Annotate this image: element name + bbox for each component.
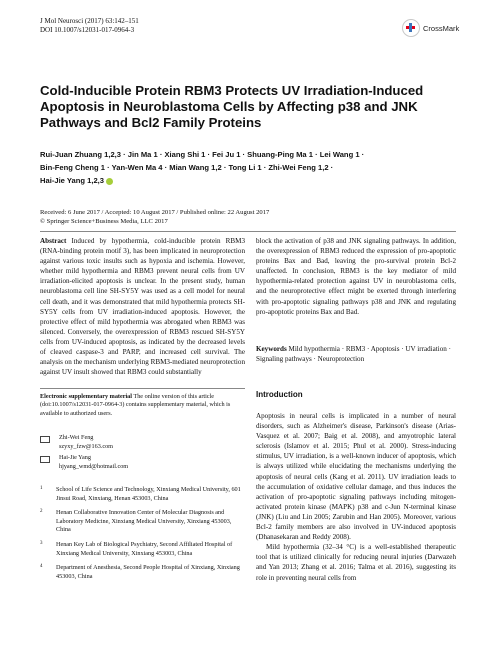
journal-citation (40, 17, 139, 35)
section-heading: Introduction (256, 390, 303, 399)
affiliation-text: Department of Anesthesia, Second People Hospital of Xinxiang, Xinxiang 453003, China (56, 564, 240, 580)
keywords-label: Keywords (256, 345, 287, 353)
esm-label: Electronic supplementary material (40, 393, 132, 400)
author-line: Bin-Feng Cheng 1 · Yan-Wen Ma 4 · Mian Wang 1,2 · Tong Li 1 · Zhi-Wei Feng 1,2 · (40, 163, 334, 172)
affiliation-number: 1 (40, 486, 43, 491)
contact-item (40, 454, 128, 471)
contact-email[interactable]: szyxy_fzw@163.com (59, 442, 113, 450)
abstract-right-column: block the activation of p38 and JNK signaling pathways. In addition, the overexpression of RBM3 reduced the expression of pro-apoptotic proteins Bax and Bad, leaving the pro-survival protein Bcl-2 unaffected. In conclusion, RBM3 is the key mediator of mild hypothermia-related protection against UV in neuroblastoma cells, and the neuroprotective effect might be exerted through interfering with pro-apoptotic signaling pathways p38 and JNK and regulating pro-apoptotic proteins Bax and Bad. (256, 237, 456, 316)
article-dates (40, 209, 460, 226)
copyright: © Springer Science+Business Media, LLC 2017 (40, 217, 168, 225)
affiliation (40, 509, 245, 535)
envelope-icon (40, 456, 50, 463)
author-line: Rui-Juan Zhuang 1,2,3 · Jin Ma 1 · Xiang Shi 1 · Fei Ju 1 · Shuang-Ping Ma 1 · Lei Wang 1 · (40, 150, 365, 159)
abstract-text-left: Induced by hypothermia, cold-inducible protein RBM3 (RNA-binding protein motif 3), has been implicated in neuroprotection against various toxic insults such as hypoxia and ischemia. However, whether mild hypothermia and RBM3 prevent neural cells from UV irradiation-elicited apoptosis is unclear. In the present study, human neuroblastoma cell line SH-SY5Y was used as a cell model for neural cell death, and it was demonstrated that mild hypothermia protects SH-SY5Y cells from UV irradiation-induced apoptosis. However, the protective effect of mild hypothermia was abrogated when RBM3 was silenced. Conversely, the overexpression of RBM3 rescued SH-SY5Y cells from UV-induced apoptosis, as indicated by the decreased levels of cleaved caspase-3 and PARP, and increased cell survival. The analysis on the mechanism underlying RBM3-mediated neuroprotection against UV insult showed that RBM3 could substantially (40, 237, 245, 377)
crossmark-icon (402, 19, 420, 37)
affiliation-number: 4 (40, 564, 43, 569)
contact-email[interactable]: hjyang_wmd@hotmail.com (59, 462, 129, 470)
affiliation-text: School of Life Science and Technology, Xinxiang Medical University, 601 Jinsui Road, Xinxiang, Henan 453003, China (56, 486, 241, 502)
contact-name: Zhi-Wei Feng (59, 434, 94, 441)
contact-item (40, 434, 113, 451)
abstract-left-column (40, 236, 245, 377)
introduction-body (256, 411, 456, 583)
paragraph: Mild hypothermia (32–34 °C) is a well-established therapeutic tool that is utilized clinically for reducing neural injuries (Darwazeh and Yan 2013; Zhang et al. 2016; Talma et al. 2016), suggesting its role in preventing neural cells from (256, 543, 456, 582)
esm-text: The online version of this article (doi:10.1007/s12031-017-0964-3) contains supplementary material, which is available to authorized users. (40, 393, 231, 417)
orcid-icon[interactable] (106, 178, 113, 185)
divider (40, 388, 245, 389)
envelope-icon (40, 436, 50, 443)
received-dates: Received: 6 June 2017 / Accepted: 10 August 2017 / Published online: 22 August 2017 (40, 209, 270, 216)
author-line (40, 174, 410, 187)
affiliation-text: Henan Collaborative Innovation Center of Molecular Diagnosis and Laboratory Medicine, Xinxiang Medical University, Xinxiang 453003, China (56, 509, 232, 533)
paragraph: Apoptosis in neural cells is implicated in a number of neural disorders, such as Alzheimer's disease, Parkinson's disease (Arias-Vasquez et al. 2007; Baig et al. 2008), and amyotrophic lateral sclerosis (Islamov et al. 2015; Phul et al. 2000). Stress-inducing stimulus, UV irradiation, is a well-known inducer of apoptosis, which is always utilized while elucidating the mechanisms underlying the apoptosis of neural cells (Kang et al. 2011). UV irradiation leads to the accumulation of oxidative cellular damage, and thus induces the activation of pro-apoptotic signaling pathways including mitogen-activated protein kinase (MAPK) p38 and c-Jun N-terminal kinase (JNK) (Liu and Lin 2005; Zarubin and Han 2005). Moreover, various Bcl-2 family members are also involved in UV-induced apoptosis (Dhanasekaran and Reddy 2008). (256, 412, 456, 542)
abstract-label: Abstract (40, 237, 67, 245)
journal-line: J Mol Neurosci (2017) 63:142–151 (40, 17, 139, 25)
affiliation-number: 3 (40, 541, 43, 546)
supplementary-note (40, 393, 245, 418)
article-title: Cold-Inducible Protein RBM3 Protects UV Irradiation-Induced Apoptosis in Neuroblastoma Cells by Affecting p38 and JNK Pathways and Bcl2 Family Proteins (40, 83, 424, 130)
keywords (256, 344, 456, 364)
doi-line: DOI 10.1007/s12031-017-0964-3 (40, 26, 135, 34)
affiliation (40, 564, 245, 581)
contact-name: Hai-Jie Yang (59, 454, 91, 461)
crossmark-label: CrossMark (423, 23, 460, 33)
affiliation-number: 2 (40, 509, 43, 514)
affiliation-text: Henan Key Lab of Biological Psychiatry, Second Affiliated Hospital of Xinxiang Medical University, Xinxiang 453003, China (56, 541, 233, 557)
author-line-text: Hai-Jie Yang 1,2,3 (40, 176, 105, 185)
crossmark-badge[interactable] (402, 17, 462, 39)
keywords-text: Mild hypothermia · RBM3 · Apoptosis · UV irradiation · Signaling pathways · Neuroprotection (256, 345, 451, 364)
affiliation (40, 541, 245, 558)
affiliation (40, 486, 245, 503)
author-list (40, 148, 410, 187)
divider (40, 231, 456, 232)
